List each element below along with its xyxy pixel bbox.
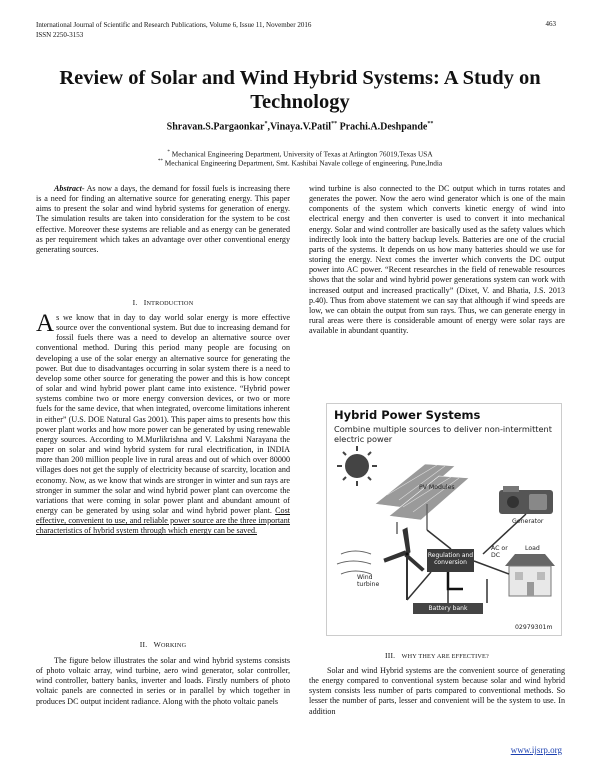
introduction-body	[36, 310, 290, 536]
drop-cap: A	[36, 310, 55, 337]
abstract-text: As now a days, the demand for fossil fuels is increasing there is a need for finding an alternative source for generating energy. This paper aims to present the solar and wind hybrid systems for generation of energy. The simulation results are taken into consideration for the system to be cost effective. Moreover these systems are reliable and as energy can be generated as per requirement which takes an advantage over other conventional energy generating sources.	[36, 184, 290, 254]
author-3-mark: **	[427, 121, 434, 127]
house-icon	[505, 554, 555, 596]
generator-icon	[499, 486, 553, 514]
page-number: 463	[545, 20, 556, 28]
affiliation-1-mark: *	[167, 150, 170, 155]
journal-url-link[interactable]: www.ijsrp.org	[510, 745, 562, 755]
author-2-mark: **	[331, 121, 338, 127]
figure-code: 02979301m	[515, 624, 553, 631]
load-label: Load	[525, 545, 540, 552]
pv-modules-icon	[375, 464, 469, 520]
section-1-first-letter: I	[143, 298, 147, 307]
section-2-rest: ORKING	[160, 642, 187, 649]
affiliation-2-text: Mechanical Engineering Department, Smt. Kashibai Navale college of engineering, Pune,India	[162, 158, 443, 168]
section-3-numeral: III.	[385, 651, 396, 660]
author-1: Shravan.S.Pargaonkar	[166, 121, 265, 133]
section-heading-working	[36, 640, 290, 649]
wind-turbine-label: Wind turbine	[357, 574, 380, 588]
section-heading-introduction	[36, 298, 290, 307]
intro-underlined-text: Cost effective, convenient to use, and reliable power source are the three important characteristics of hybrid system through which energy can be saved.	[36, 505, 290, 536]
section-1-rest: NTRODUCTION	[146, 300, 194, 307]
working-text: The figure below illustrates the solar and wind hybrid systems consists of photo voltaic array, wind turbine, aero wind generator, solar controller, wind controller, battery banks, inverter and loads. Firstly numbers of photo voltaic panels are connected in series or in parallel by which together in produces DC output incident radiance. Along with the photo voltaic panels	[36, 656, 290, 706]
running-head	[36, 20, 311, 40]
journal-name: International Journal of Scientific and Research Publications, Volume 6, Issue 11, November 2016	[36, 21, 312, 29]
affiliation-2	[0, 157, 600, 167]
pv-modules-label: PV Modules	[419, 484, 455, 491]
generator-label: Generator	[512, 518, 544, 525]
why-effective-body	[309, 666, 565, 717]
issn: ISSN 2250-3153	[36, 31, 84, 39]
section-heading-why	[309, 651, 565, 660]
affiliation-2-mark: **	[157, 159, 163, 164]
affiliation-1-text: Mechanical Engineering Department, University of Texas at Arlington 76019,Texas USA	[169, 149, 433, 159]
right-column-body	[309, 184, 565, 336]
section-2-numeral: II.	[139, 640, 148, 649]
section-1-numeral: I.	[132, 298, 138, 307]
section-3-title: WHY THEY ARE EFFECTIVE?	[401, 653, 489, 660]
ac-dc-label: AC or DC	[491, 545, 508, 559]
wind-lines-icon	[337, 551, 371, 574]
section-2-first-letter: W	[153, 640, 161, 649]
author-2: ,Vinaya.V.Patil	[267, 121, 332, 133]
author-3: Prachi.A.Deshpande	[337, 121, 428, 133]
right-column-text: wind turbine is also connected to the DC output which in turns rotates and generates the power. Now the aero wind generator which is one of the main components of the system which converts kinetic energy of wind into electrical energy and then converter is used to convert it into mechanical energy. Solar and wind controller are basically used as the safety values which indirectly look into the battery backup levels. Batteries are one of the crucial parts of the systems. It depends on us how many batteries should we use for storing the energy. Next comes the inverter which converts the DC output power into AC power. “Recent researches in the field of renewable resources shows that the solar and wind hybrid power generations system can work with increased output and increased practically” (Dixet, V. and Bhatia, J.S. 2013 p.40). Thus from above statement we can say that although if wind speeds are low, we can obtain the output from sun rays. Thus, we can generate energy in rural areas were there is considerable amount of energy were solar rays are available in abundant quantity.	[309, 184, 565, 336]
figure-title: Hybrid Power Systems	[334, 408, 481, 422]
sun-icon	[337, 446, 377, 486]
intro-text: s we know that in day to day world solar energy is more effective source over the conventional system. But due to increasing demand for fossil fuels there was a need to develop an alternative source over conventional method. During this period many people are focusing on developing a use of the solar energy an alternative source for generating the power. But due to disadvantages occurring in solar system there is a need to develop some other source for generating the power and this is how concept of solar and wind hybrid power plant came into existence. “Hybrid power systems combine two or more energy conversion devices, or two or more fuels for the same device, that when integrated, overcome limitations inherent in either” (U.S. DOE Natural Gas 2001). This paper aims to presents how this power plant works and how more power can be generated by using renewable energy sources. According to M.Murlikrishna and V. Lakshmi Narayana the paper on solar and wind hybrid system for rural electrification, in INDIA more than 200 million people live in rural areas and out of which over 80000 villages does not get the supply of electricity because of scarcity, location and economy. Now, as we know that winds are stronger in winter and sun rays are stronger in summer the solar and wind hybrid power plant can overcome the variations that were coming in solar power plant and abundant amount of energy can be generated by using solar and wind hybrid power plant.	[36, 313, 290, 515]
why-text: Solar and wind Hybrid systems are the convenient source of generating the energy compared to conventional system because solar and wind hybrid system consists less number of parts compared to conventional methods. So lesser the number of parts, lesser and convenient will be the system to use. In addition	[309, 666, 565, 716]
authors	[0, 121, 600, 132]
wind-turbine-icon	[384, 528, 424, 600]
figure-subtitle: Combine multiple sources to deliver non-intermittent electric power	[334, 424, 552, 444]
paper-title: Review of Solar and Wind Hybrid Systems: A Study on Technology	[59, 67, 541, 113]
battery-bank-box: Battery bank	[413, 603, 483, 614]
author-1-mark: *	[264, 121, 268, 127]
abstract	[36, 184, 290, 255]
working-body	[36, 656, 290, 707]
hybrid-power-figure	[326, 403, 562, 636]
abstract-label: Abstract-	[54, 184, 85, 193]
regulation-box: Regulation and conversion	[427, 549, 474, 572]
